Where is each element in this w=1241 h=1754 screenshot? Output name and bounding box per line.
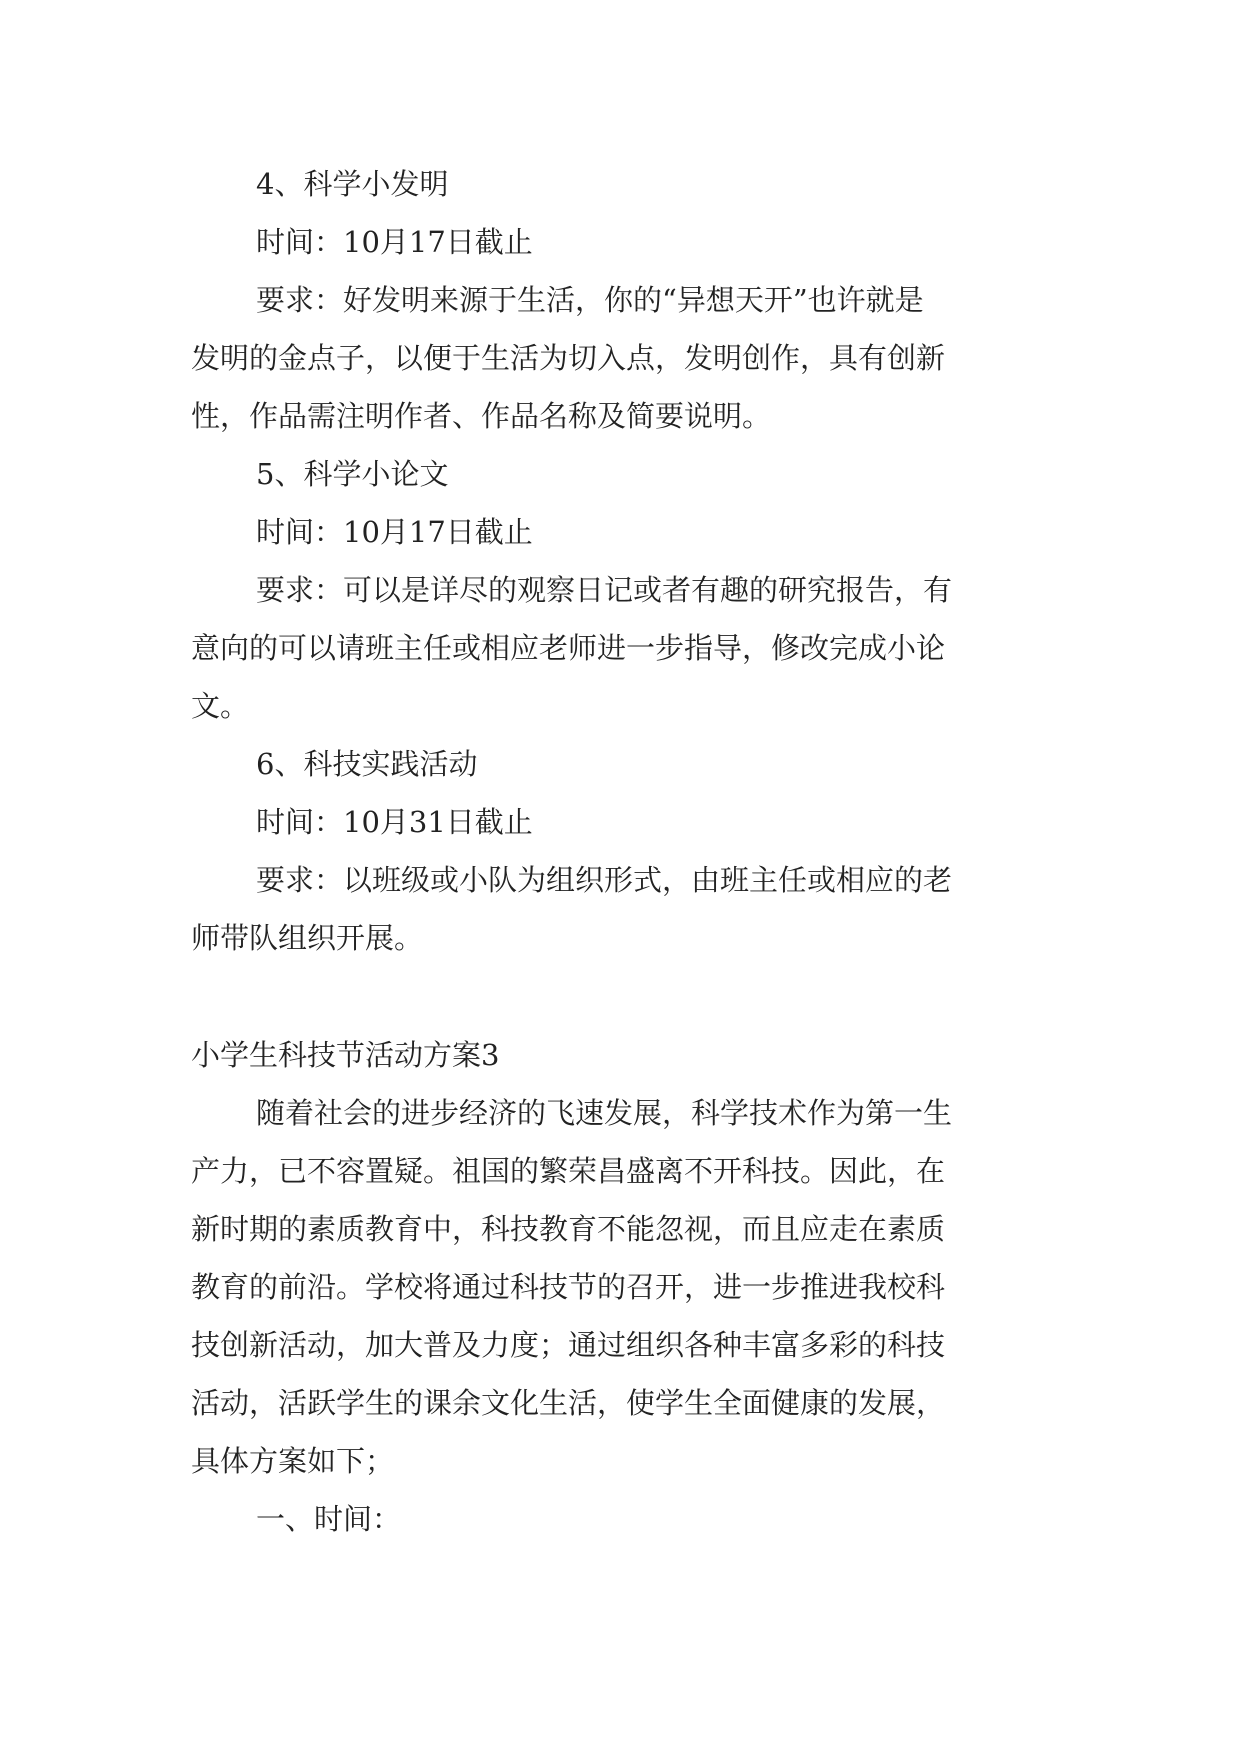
item-4-deadline: 时间：10月17日截止	[256, 225, 533, 259]
item-4-heading: 4、科学小发明	[256, 167, 449, 201]
item-6-deadline: 时间：10月31日截止	[256, 805, 533, 839]
intro-paragraph-cont: 具体方案如下；	[191, 1444, 395, 1478]
item-5-requirement: 要求：可以是详尽的观察日记或者有趣的研究报告，有	[256, 573, 953, 607]
item-6-requirement: 要求：以班级或小队为组织形式，由班主任或相应的老	[256, 863, 953, 897]
item-4-requirement-cont: 发明的金点子，以便于生活为切入点，发明创作，具有创新	[191, 341, 946, 375]
item-5-requirement-cont: 意向的可以请班主任或相应老师进一步指导，修改完成小论	[191, 631, 946, 665]
subsection-time-heading: 一、时间：	[256, 1502, 402, 1536]
intro-paragraph-cont: 活动，活跃学生的课余文化生活，使学生全面健康的发展，	[191, 1386, 946, 1420]
item-4-requirement-cont: 性，作品需注明作者、作品名称及简要说明。	[191, 399, 772, 433]
item-5-deadline: 时间：10月17日截止	[256, 515, 533, 549]
section-title: 小学生科技节活动方案3	[191, 1038, 500, 1072]
intro-paragraph: 随着社会的进步经济的飞速发展，科学技术作为第一生	[256, 1096, 953, 1130]
item-5-requirement-cont: 文。	[191, 689, 250, 723]
item-4-requirement: 要求：好发明来源于生活，你的“异想天开”也许就是	[256, 283, 924, 317]
intro-paragraph-cont: 教育的前沿。学校将通过科技节的召开，进一步推进我校科	[191, 1270, 946, 1304]
intro-paragraph-cont: 产力，已不容置疑。祖国的繁荣昌盛离不开科技。因此，在	[191, 1154, 946, 1188]
item-6-requirement-cont: 师带队组织开展。	[191, 921, 424, 955]
item-5-heading: 5、科学小论文	[256, 457, 449, 491]
intro-paragraph-cont: 技创新活动，加大普及力度；通过组织各种丰富多彩的科技	[191, 1328, 946, 1362]
item-6-heading: 6、科技实践活动	[256, 747, 478, 781]
intro-paragraph-cont: 新时期的素质教育中，科技教育不能忽视，而且应走在素质	[191, 1212, 946, 1246]
